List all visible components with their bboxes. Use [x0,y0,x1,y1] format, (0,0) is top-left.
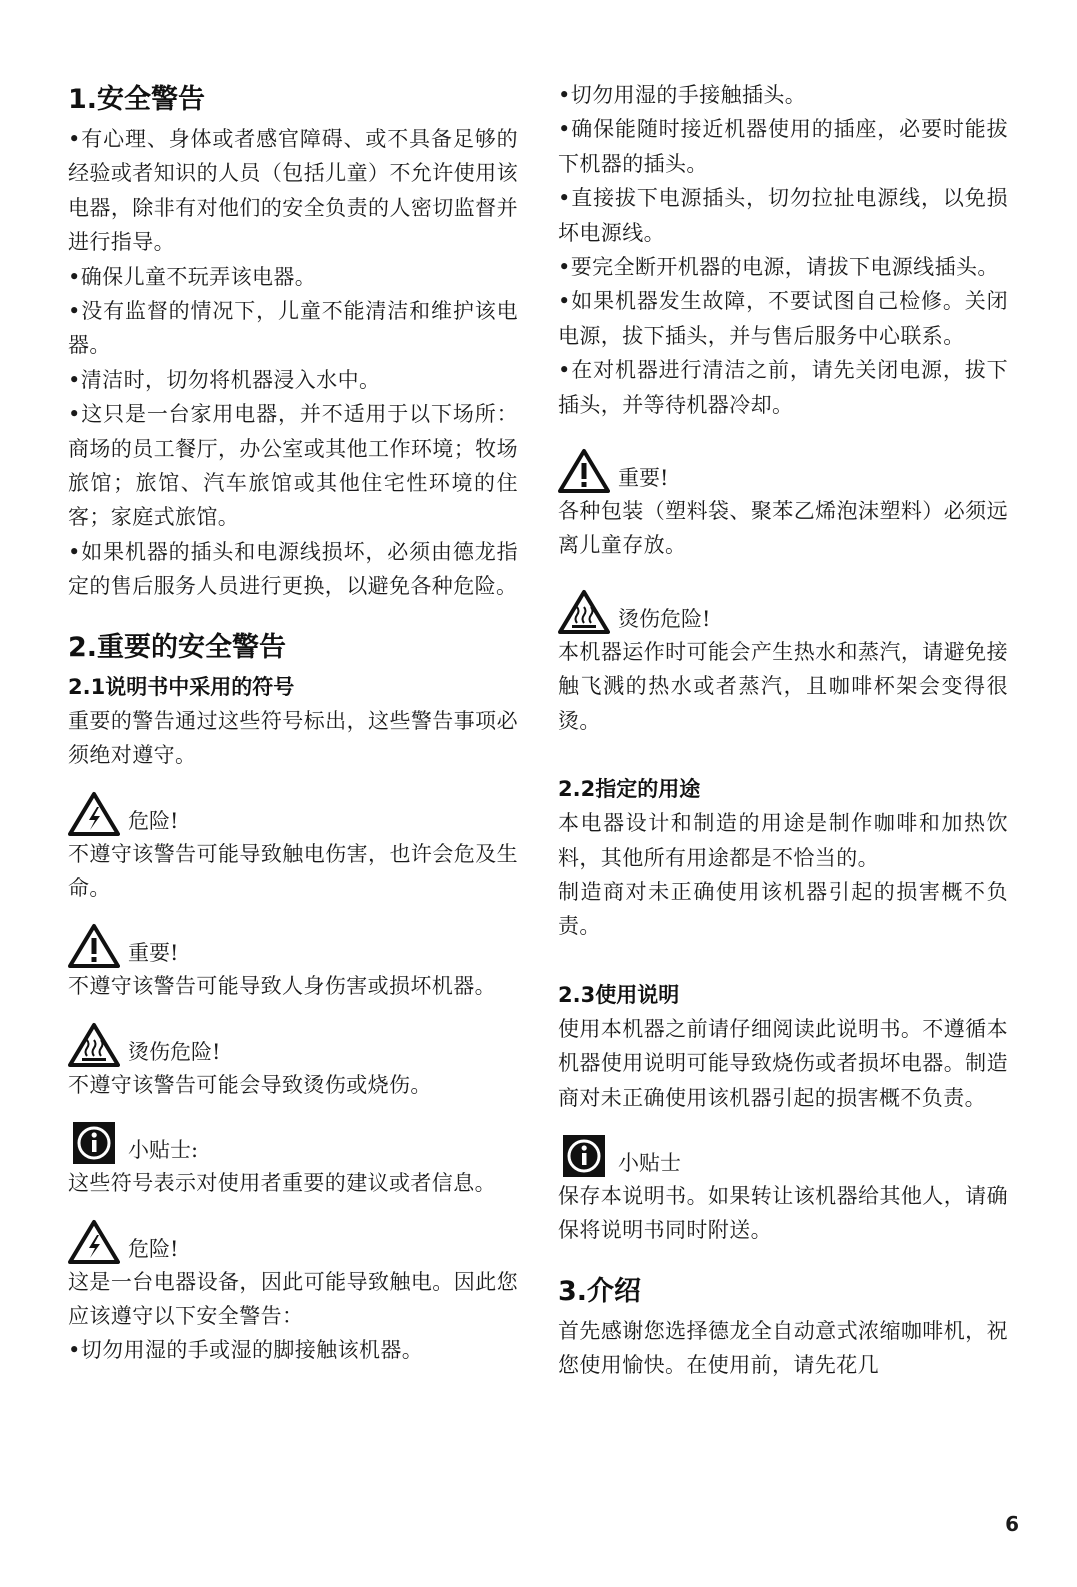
section-3-title: 3.介绍 [558,1275,642,1307]
exclamation-warning-icon [68,923,120,969]
burn-notice [558,585,1008,635]
burn-label: 烫伤危险! [128,1039,221,1064]
paragraph: •如果机器发生故障，不要试图自己检修。关闭电源，拔下插头，并与售后服务中心联系。 [558,289,1008,348]
paragraph: •确保能随时接近机器使用的插座，必要时能拔下机器的插头。 [558,117,1008,176]
paragraph: 不遵守该警告可能导致触电伤害，也许会危及生命。 [68,841,518,900]
paragraph: 本机器运作时可能会产生热水和蒸汽，请避免接触飞溅的热水或者蒸汽，且咖啡杯架会变得很烫。 [558,639,1008,733]
section-2-3-title: 2.3使用说明 [558,982,680,1007]
paragraph: •在对机器进行清洁之前，请先关闭电源，拔下插头，并等待机器冷却。 [558,358,1008,417]
paragraph: •切勿用湿的手或湿的脚接触该机器。 [68,1338,424,1363]
paragraph: 使用本机器之前请仔细阅读此说明书。不遵循本机器使用说明可能导致烧伤或者损坏电器。制造商对未正确使用该机器引起的损害概不负责。 [558,1016,1008,1110]
paragraph: •切勿用湿的手接触插头。 [558,83,807,107]
danger-notice [68,1215,518,1265]
exclamation-warning-icon [558,448,610,494]
paragraph: 重要的警告通过这些符号标出，这些警告事项必须绝对遵守。 [68,708,518,768]
hot-surface-warning-icon [558,589,610,635]
paragraph: •确保儿童不玩弄该电器。 [68,264,317,289]
section-2-1-title: 2.1说明书中采用的符号 [68,674,295,699]
tip-label: 小贴士: [128,1138,199,1163]
electric-shock-warning-icon [68,1219,120,1265]
paragraph: 首先感谢您选择德龙全自动意式浓缩咖啡机，祝您使用愉快。在使用前，请先花几 [558,1318,1008,1378]
info-icon [558,1133,610,1179]
burn-label: 烫伤危险! [618,606,711,631]
paragraph: •清洁时，切勿将机器浸入水中。 [68,367,381,392]
section-1-title: 1.安全警告 [68,84,206,115]
tip-label: 小贴士 [618,1150,681,1175]
paragraph: •如果机器的插头和电源线损坏，必须由德龙指定的售后服务人员进行更换，以避免各种危险。 [68,539,518,599]
paragraph: 各种包装（塑料袋、聚苯乙烯泡沫塑料）必须远离儿童存放。 [558,499,1008,558]
tip-notice [68,1116,518,1166]
page-number: 6 [1005,1512,1019,1536]
paragraph: •有心理、身体或者感官障碍、或不具备足够的经验或者知识的人员（包括儿童）不允许使用该电器，除非有对他们的安全负责的人密切监督并进行指导。 [68,127,518,255]
important-label: 重要! [128,941,179,966]
hot-surface-warning-icon [68,1022,120,1068]
important-notice [558,444,1008,494]
important-label: 重要! [618,466,669,491]
right-column [558,78,1008,1383]
paragraph: •没有监督的情况下，儿童不能清洁和维护该电器。 [68,299,518,358]
tip-notice [558,1129,1008,1179]
paragraph: •这只是一台家用电器，并不适用于以下场所：商场的员工餐厅，办公室或其他工作环境；牧场旅馆；旅馆、汽车旅馆或其他住宅性环境的住客；家庭式旅馆。 [68,402,518,530]
danger-notice [68,787,518,837]
paragraph: •直接拔下电源插头，切勿拉扯电源线，以免损坏电源线。 [558,186,1008,245]
burn-notice [68,1018,518,1068]
paragraph: 这是一台电器设备，因此可能导致触电。因此您应该遵守以下安全警告： [68,1269,518,1328]
paragraph: 这些符号表示对使用者重要的建议或者信息。 [68,1171,496,1196]
info-icon [68,1120,120,1166]
danger-label: 危险! [128,808,179,833]
left-column [68,78,518,1368]
section-2-title: 2.重要的安全警告 [68,631,287,663]
section-2-2-title: 2.2指定的用途 [558,777,701,802]
paragraph: 不遵守该警告可能会导致烫伤或烧伤。 [68,1072,432,1097]
danger-label: 危险! [128,1236,179,1261]
paragraph: 制造商对未正确使用该机器引起的损害概不负责。 [558,879,1008,939]
paragraph: 本电器设计和制造的用途是制作咖啡和加热饮料，其他所有用途都是不恰当的。 [558,811,1008,870]
paragraph: •要完全断开机器的电源，请拔下电源线插头。 [558,255,999,280]
paragraph: 不遵守该警告可能导致人身伤害或损坏机器。 [68,974,496,999]
important-notice [68,919,518,969]
electric-shock-warning-icon [68,791,120,837]
paragraph: 保存本说明书。如果转让该机器给其他人，请确保将说明书同时附送。 [558,1183,1008,1243]
